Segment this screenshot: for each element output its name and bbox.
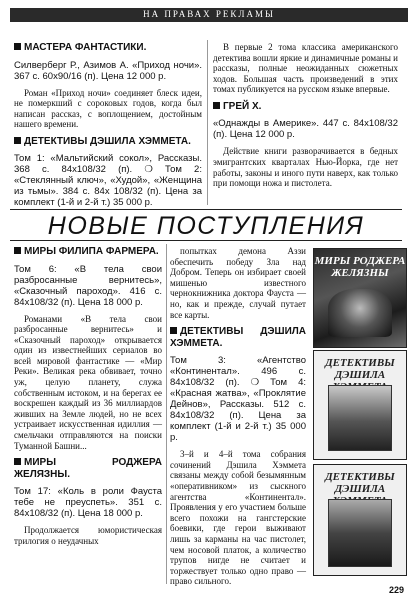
cover-art bbox=[328, 499, 392, 567]
bullet-square-icon bbox=[14, 458, 21, 465]
top-left-column bbox=[14, 42, 202, 214]
column-divider bbox=[166, 244, 167, 584]
bottom-middle-column bbox=[170, 246, 306, 593]
column-divider bbox=[207, 40, 208, 205]
entry-body: Продолжается юмористическая трилогия о неудачных bbox=[14, 525, 162, 546]
entry-details: Том 3: «Агентство «Континентал». 496 с. 84х108/32 (п). ❍ Том 4: «Красная жатва», «Проклятие Дейнов», Рассказы. 512 с. 84х108/32 (п). Цена за комплект (1-й и 2-й т.) 35 000 р. bbox=[170, 355, 306, 444]
cover-art bbox=[328, 385, 392, 451]
book-cover-zelazny bbox=[313, 248, 407, 348]
cover-title: ДЕТЕКТИВЫ ДЭШИЛА bbox=[325, 471, 395, 495]
entry-body: Действие книги разворачивается в бедных эмигрантских кварталах Нью-Йорка, где нет работы, законы и иного пути наверх, как только при помощи ножа и пистолета. bbox=[213, 146, 398, 189]
cover-title: ДЕТЕКТИВЫ ДЭШИЛА bbox=[325, 357, 395, 381]
entry-title: МАСТЕРА ФАНТАСТИКИ. bbox=[24, 42, 147, 53]
bottom-left-column bbox=[14, 246, 162, 552]
top-right-column bbox=[213, 42, 398, 195]
book-cover-hammett-1 bbox=[313, 350, 407, 460]
entry-title: ДЕТЕКТИВЫ ДЭШИЛА ХЭММЕТА. bbox=[170, 326, 306, 349]
entry-intro: попытках демона Аззи обеспечить победу Зла над Добром. Теперь он избирает своей мишенью известного чернокнижника доктора Фауста — но, как и прежде, случай путает все карты. bbox=[170, 246, 306, 320]
entry-body: 3–й и 4–й тома собрания сочинений Дэшила Хэммета связаны между собой безымянным «оперативником» из сыскного агентства «Континентал». Проявления у его участием больше всего похожи на гангстерские боевики, где герои выживают лишь за карманы на час пистолет, чем носовой платок, а количество трупов нигде не считает и торжествует только одно право — право сильного. bbox=[170, 449, 306, 587]
cover-title: МИРЫ РОДЖЕРА ЖЕЛЯЗНЫ bbox=[314, 255, 406, 279]
entry-title: ГРЕЙ Х. bbox=[223, 100, 262, 112]
section-rule-top bbox=[10, 209, 402, 210]
section-rule-bottom bbox=[10, 240, 402, 241]
entry-title: ДЕТЕКТИВЫ ДЭШИЛА ХЭММЕТА. bbox=[24, 135, 191, 147]
entry-title: МИРЫ РОДЖЕРА ЖЕЛЯЗНЫ. bbox=[14, 457, 162, 480]
entry-title: МИРЫ ФИЛИПА ФАРМЕРА. bbox=[24, 246, 159, 257]
page-number: 229 bbox=[388, 585, 404, 595]
header-label: НА ПРАВАХ РЕКЛАМЫ bbox=[143, 9, 275, 19]
entry-details: Том 1: «Мальтийский сокол», Рассказы. 368 с. 84х108/32 (п). ❍ Том 2: «Стеклянный ключ», «Худой», «Женщина из тьмы». 384 с. 84х 108/32 (п). Цена за комплект (1-й и 2-й т.) 35 000 р. bbox=[14, 153, 202, 209]
entry-body: Роман «Приход ночи» соединяет блеск идеи, не померкший с сороковых годов, когда был написан рассказ, с воплощением, достойным нашего времени. bbox=[14, 87, 202, 130]
entry-details: Том 17: «Коль в роли Фауста тебе не преуспеть». 351 с. 84х108/32 (п). Цена 18 000 р. bbox=[14, 486, 162, 520]
bullet-square-icon bbox=[14, 43, 21, 50]
bullet-square-icon bbox=[170, 327, 177, 334]
entry-details: Силверберг Р., Азимов А. «Приход ночи». 367 с. 60x90/16 (п). Цена 12 000 р. bbox=[14, 59, 202, 82]
section-title: НОВЫЕ ПОСТУПЛЕНИЯ bbox=[47, 212, 365, 240]
bullet-square-icon bbox=[14, 247, 21, 254]
entry-body: Романами «В тела свои разбросанные вернитесь» и «Сказочный пароход» открывается один из известнейших сериалов во всей мировой фантастике — «Мир Реки». Великая река обвивает, точно уж, целую планету, служа собственным истоком, и на берегах ее воскрешен каждый из 36 миллиардов живших на Земле людей, но не всех устраивает искусственная идиллия — смельчаки отправляются на поиски Туманной Башни... bbox=[14, 313, 162, 451]
entry-details: Том 6: «В тела свои разбросанные вернитесь», «Сказочный пароход». 416 с. 84х108/32 (п). Цена 18 000 р. bbox=[14, 263, 162, 308]
book-cover-hammett-2 bbox=[313, 464, 407, 576]
entry-details: «Однажды в Америке». 447 с. 84х108/32 (п). Цена 12 000 р. bbox=[213, 118, 398, 141]
bullet-square-icon bbox=[213, 102, 220, 109]
page-header-bar bbox=[10, 8, 408, 22]
cover-art bbox=[328, 289, 392, 337]
bullet-square-icon bbox=[14, 137, 21, 144]
entry-intro: В первые 2 тома классика американского детектива вошли яркие и динамичные романы и рассказы, полные неожиданных сюжетных ходов. Большая часть произведений в этих томах публикуется на русском языке впервые. bbox=[213, 42, 398, 95]
